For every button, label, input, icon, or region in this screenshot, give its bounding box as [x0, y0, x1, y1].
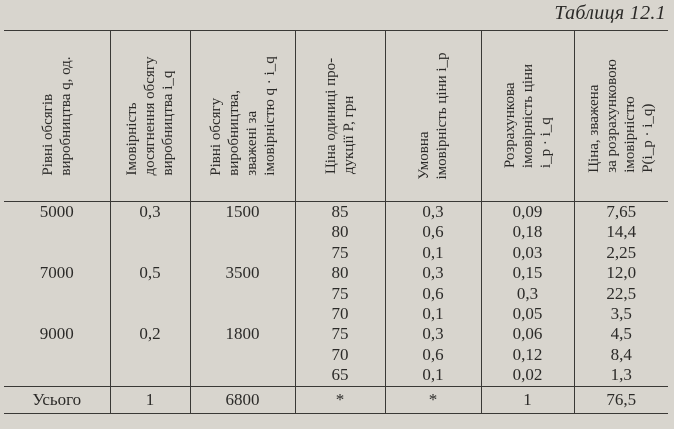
- cell-q: 9000: [39, 324, 74, 344]
- cell-pw: 12,0: [606, 263, 637, 283]
- cell-pw: 14,4: [606, 222, 637, 242]
- total-label: Усього: [4, 386, 110, 413]
- cell-p: 80: [331, 222, 349, 242]
- cell-p: 65: [331, 365, 349, 385]
- cell-ipiq: 0,05: [512, 303, 543, 323]
- header-weighted-output: Рівні обсягу виробництва, зважені за імовірністю q · i_q: [190, 31, 295, 202]
- header-unit-price: Ціна одиниці про- дукції P, грн: [295, 31, 385, 202]
- cell-p: 70: [331, 344, 349, 364]
- cell-qiq: 1500: [225, 202, 260, 221]
- header-conditional-price-probability: Умовна імовірність ціни i_p: [385, 31, 481, 202]
- cell-p: 75: [331, 283, 349, 303]
- header-output-levels: Рівні обсягів виробництва q, од.: [4, 31, 110, 202]
- total-pw: 76,5: [574, 386, 668, 413]
- cell-iq: 0,5: [139, 263, 161, 283]
- cell-ip: 0,1: [422, 365, 444, 385]
- cell-iq: 0,3: [139, 202, 161, 221]
- cell-ipiq: 0,3: [516, 283, 539, 303]
- cell-p: 75: [331, 242, 349, 262]
- cell-ipiq: 0,18: [512, 222, 543, 242]
- header-row: [4, 31, 668, 202]
- col-weighted-output: [190, 202, 295, 387]
- cell-ipiq: 0,15: [512, 263, 543, 283]
- cell-ip: 0,3: [422, 202, 444, 221]
- header-output-probability: Імовірність досягнення обсягу виробництва i_q: [110, 31, 190, 202]
- col-unit-price: [295, 202, 385, 387]
- cell-p: 70: [331, 303, 349, 323]
- cell-p: 85: [331, 202, 349, 221]
- cell-p: 80: [331, 263, 349, 283]
- col-output-levels: [4, 202, 110, 387]
- probability-table: [4, 30, 668, 414]
- cell-qiq: 1800: [225, 324, 260, 344]
- cell-ipiq: 0,09: [512, 202, 543, 221]
- cell-q: 5000: [39, 202, 74, 221]
- cell-ip: 0,3: [422, 324, 444, 344]
- cell-pw: 7,65: [606, 202, 637, 221]
- cell-ip: 0,6: [422, 222, 444, 242]
- header-weighted-price: Ціна, зважена за розрахунковою імовірністю P(i_p · i_q): [574, 31, 668, 202]
- total-row: [4, 386, 668, 413]
- table-caption: Таблиця 12.1: [554, 2, 666, 24]
- total-p: *: [295, 386, 385, 413]
- cell-ipiq: 0,02: [512, 365, 543, 385]
- cell-ip: 0,6: [422, 283, 444, 303]
- cell-pw: 1,3: [610, 365, 632, 385]
- cell-pw: 3,5: [610, 303, 632, 323]
- header-computed-price-probability: Розрахункова імовірність ціни i_p · i_q: [481, 31, 574, 202]
- cell-ip: 0,1: [422, 303, 444, 323]
- cell-iq: 0,2: [139, 324, 161, 344]
- cell-ipiq: 0,06: [512, 324, 543, 344]
- cell-pw: 4,5: [610, 324, 632, 344]
- total-ip: *: [385, 386, 481, 413]
- cell-ip: 0,1: [422, 242, 444, 262]
- total-qiq: 6800: [190, 386, 295, 413]
- cell-ip: 0,6: [422, 344, 444, 364]
- col-conditional-probability: [385, 202, 481, 387]
- cell-qiq: 3500: [225, 263, 260, 283]
- cell-pw: 2,25: [606, 242, 637, 262]
- col-computed-probability: [481, 202, 574, 387]
- cell-ipiq: 0,03: [512, 242, 543, 262]
- total-iq: 1: [110, 386, 190, 413]
- cell-pw: 8,4: [610, 344, 632, 364]
- cell-ip: 0,3: [422, 263, 444, 283]
- cell-p: 75: [331, 324, 349, 344]
- cell-pw: 22,5: [606, 283, 637, 303]
- cell-q: 7000: [39, 263, 74, 283]
- cell-ipiq: 0,12: [512, 344, 543, 364]
- data-body-row: [4, 202, 668, 387]
- total-ipiq: 1: [481, 386, 574, 413]
- col-output-probability: [110, 202, 190, 387]
- col-weighted-price: [574, 202, 668, 387]
